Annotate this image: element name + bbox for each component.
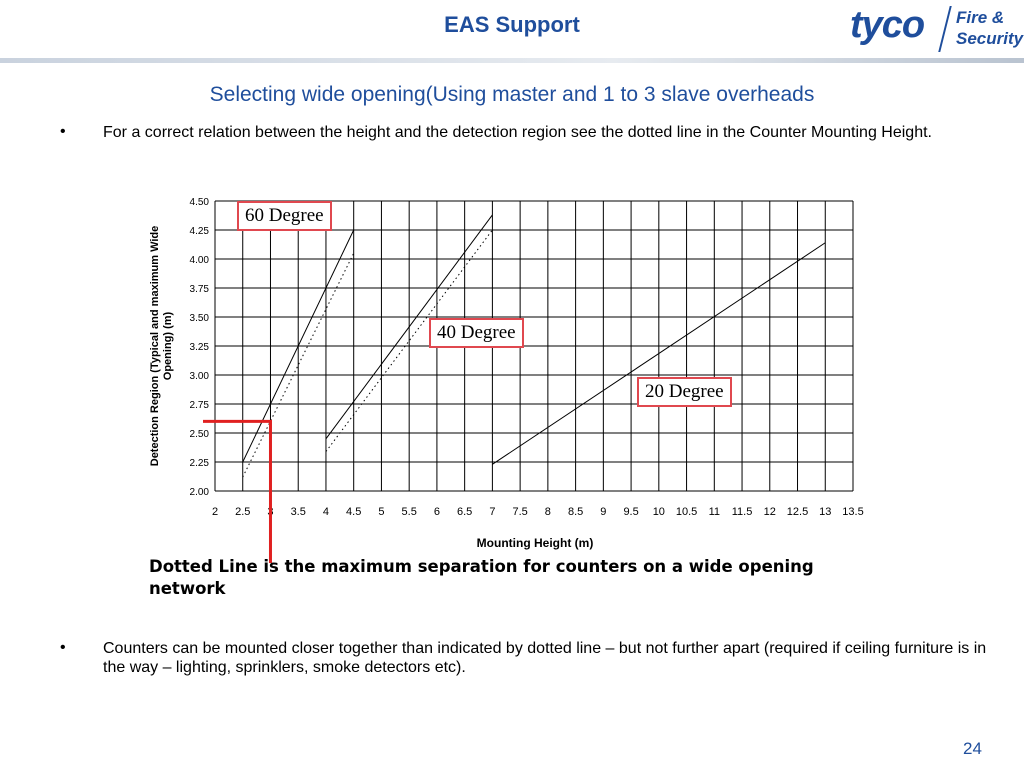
bullet-text-1: For a correct relation between the height and the detection region see the dotted line in the Counter Mounting Height. — [103, 124, 932, 141]
y-tick-label: 2.50 — [189, 429, 209, 440]
y-tick-label: 2.00 — [189, 487, 209, 498]
x-tick-label: 12 — [763, 506, 776, 518]
x-tick-label: 3.5 — [290, 506, 306, 518]
logo-line2: Security — [956, 29, 1024, 48]
x-tick-label: 8 — [544, 506, 551, 518]
page-number: 24 — [963, 739, 982, 758]
header-title: EAS Support — [444, 12, 580, 37]
x-tick-label: 7.5 — [512, 506, 528, 518]
slide-subtitle: Selecting wide opening(Using master and 1 to 3 slave overheads — [209, 83, 815, 106]
x-tick-label: 7 — [489, 506, 496, 518]
x-tick-label: 9 — [600, 506, 607, 518]
logo-line1: Fire & — [956, 8, 1005, 27]
logo-brand: tyco — [850, 4, 925, 46]
x-tick-label: 4.5 — [346, 506, 362, 518]
x-tick-label: 9.5 — [623, 506, 639, 518]
y-tick-label: 4.25 — [189, 226, 209, 237]
x-tick-label: 13 — [819, 506, 832, 518]
y-axis-label: Detection Region (Typical and maximum WideOpening) (m) — [149, 225, 174, 467]
bullet-marker: • — [60, 123, 66, 140]
x-tick-label: 2.5 — [235, 506, 251, 518]
y-tick-label: 3.00 — [189, 371, 209, 382]
highlight-marker — [203, 421, 270, 563]
x-tick-label: 12.5 — [786, 506, 809, 518]
bullet-marker: • — [60, 639, 66, 656]
x-tick-label: 11.5 — [731, 506, 753, 518]
x-axis-label: Mounting Height (m) — [476, 536, 594, 550]
x-tick-label: 10 — [652, 506, 665, 518]
x-tick-label: 5.5 — [401, 506, 417, 518]
bullet-text-2: Counters can be mounted closer together than indicated by dotted line – but not further apart (required if ceiling furniture is in the way – lighting, sprinklers, smoke detectors etc). — [103, 640, 987, 676]
x-tick-label: 2 — [211, 506, 219, 518]
x-tick-label: 5 — [378, 506, 385, 518]
x-tick-label: 6 — [433, 506, 440, 518]
annotation-60-degree: 60 Degree — [237, 201, 332, 231]
annotation-40-degree: 40 Degree — [429, 318, 524, 348]
y-tick-label: 4.00 — [189, 255, 209, 266]
x-tick-label: 8.5 — [567, 506, 584, 518]
y-tick-label: 3.25 — [189, 342, 209, 353]
annotation-20-degree: 20 Degree — [637, 377, 732, 407]
x-tick-label: 6.5 — [457, 506, 473, 518]
x-tick-label: 4 — [322, 506, 330, 518]
x-tick-label: 11 — [708, 506, 721, 518]
y-tick-label: 4.50 — [189, 197, 209, 208]
y-tick-label: 3.75 — [189, 284, 209, 295]
chart-note: Dotted Line is the maximum separation for counters on a wide opening network — [149, 557, 814, 598]
x-tick-label: 13.5 — [842, 506, 864, 518]
y-tick-label: 2.25 — [189, 458, 209, 469]
y-tick-label: 2.75 — [189, 400, 209, 411]
x-tick-label: 3 — [267, 506, 274, 518]
y-tick-label: 3.50 — [189, 313, 209, 324]
x-tick-label: 10.5 — [675, 506, 698, 518]
